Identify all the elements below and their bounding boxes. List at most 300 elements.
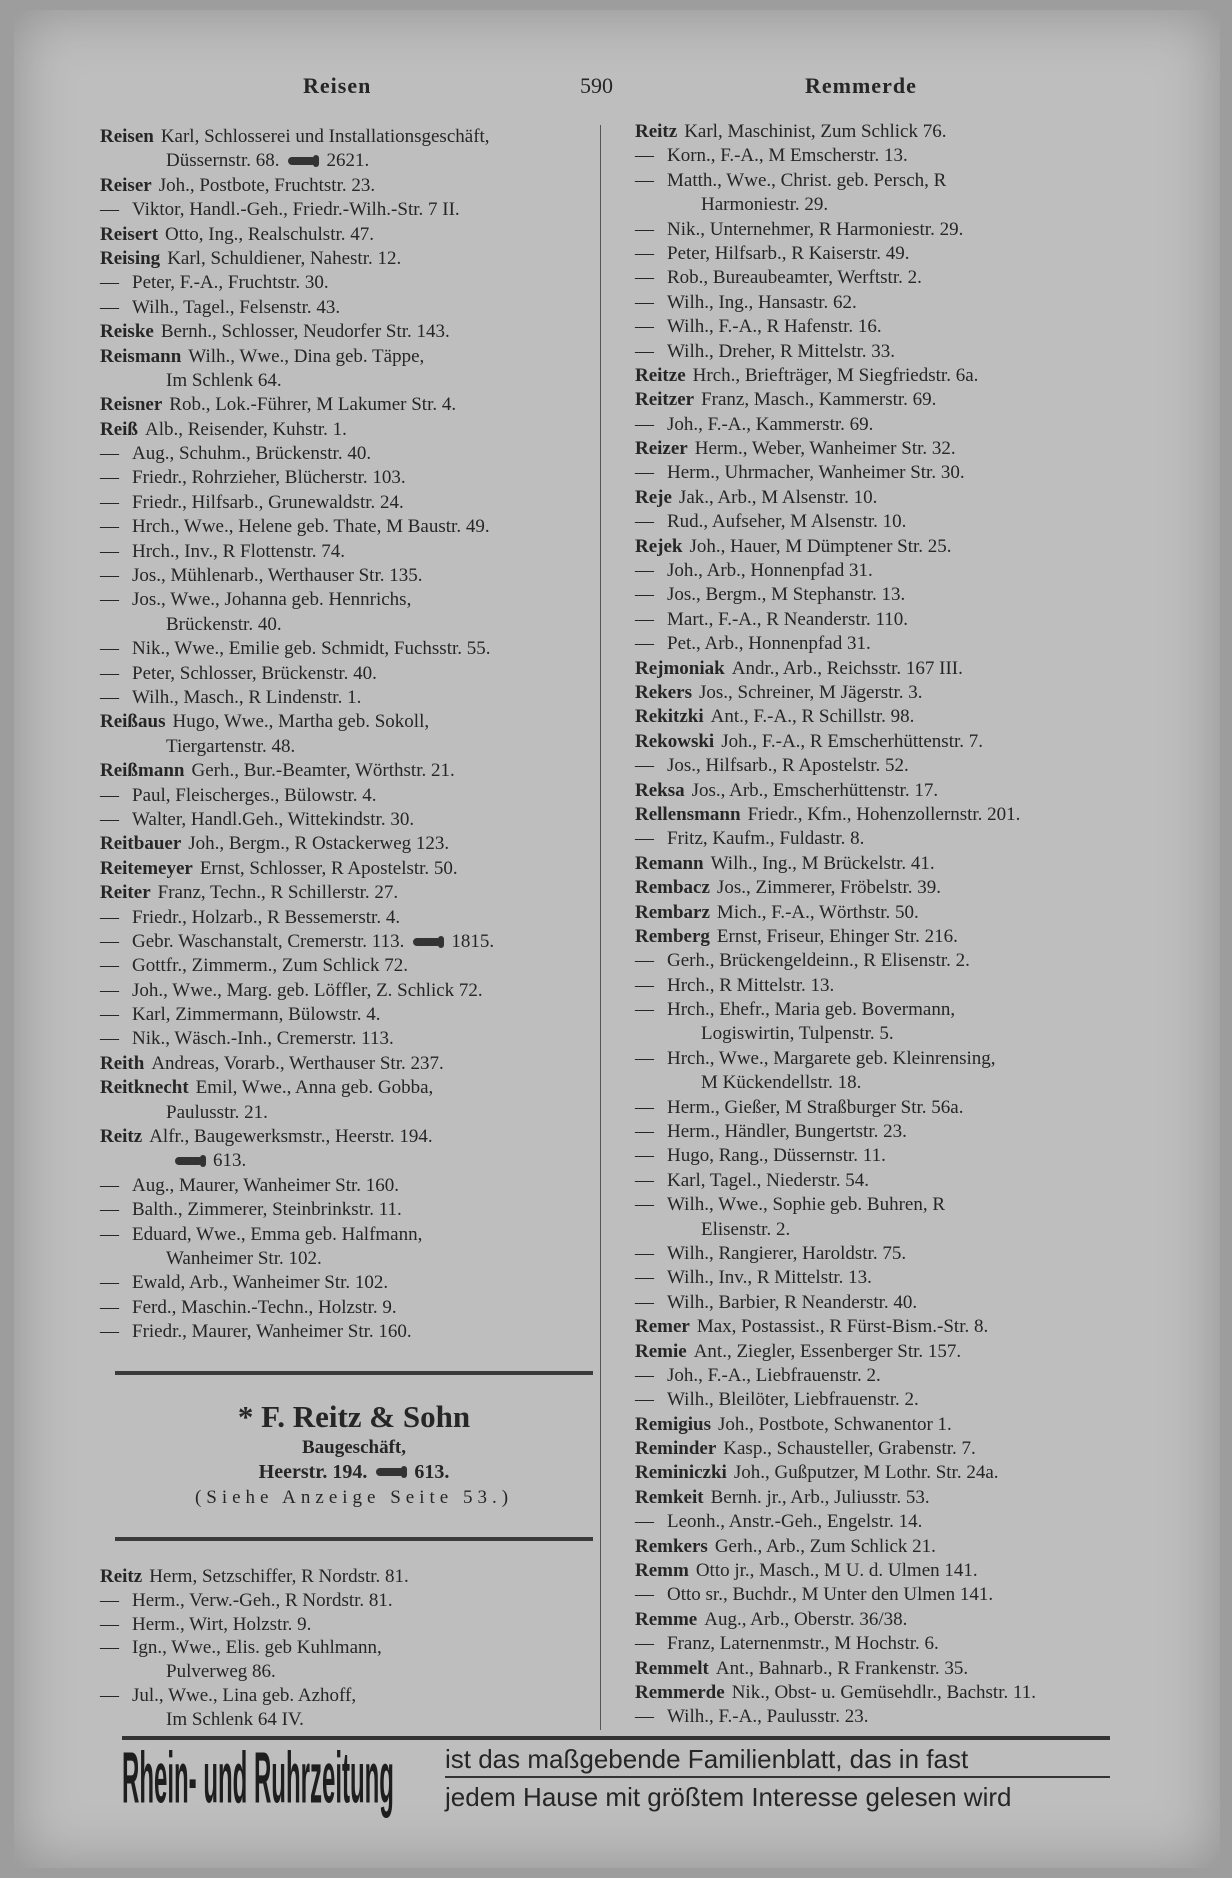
entry-text: Karl, Tagel., Niederstr. 54. [667,1169,869,1191]
entry-text: Aug., Maurer, Wanheimer Str. 160. [132,1174,400,1196]
phone-number: 2621. [326,150,370,172]
surname: Reiter [100,882,151,904]
entry-continuation [100,735,595,759]
entry-text: Wanheimer Str. 102. [166,1247,322,1269]
entry-text: Gerh., Arb., Zum Schlick 21. [714,1535,936,1557]
directory-sub-entry [635,1169,1175,1193]
entry-text: Bernh. jr., Arb., Juliusstr. 53. [710,1486,930,1508]
directory-sub-entry [100,637,595,661]
surname: Reitemeyer [100,857,193,879]
directory-sub-entry [100,954,595,978]
directory-sub-entry [635,1510,1175,1534]
ditto-dash: — [635,169,654,191]
phone-number: 1815. [451,930,495,952]
directory-entry [635,730,1175,754]
entry-text: Wilh., Rangierer, Haroldstr. 75. [667,1242,907,1264]
entry-text: Im Schlenk 64. [166,369,282,391]
surname: Reitbauer [100,833,182,855]
ditto-dash: — [100,491,119,513]
entry-continuation [100,1660,595,1684]
entry-text: Hrch., Briefträger, M Siegfriedstr. 6a. [692,364,979,386]
ditto-dash: — [100,443,119,465]
entry-text: Gebr. Waschanstalt, Cremerstr. 113. [132,930,405,952]
entry-text: Joh., F.-A., R Emscherhüttenstr. 7. [721,730,984,752]
directory-entry [635,1657,1175,1681]
surname: Rembacz [635,877,710,899]
ditto-dash: — [100,516,119,538]
entry-text: Joh., Hauer, M Dümptener Str. 25. [689,535,952,557]
ditto-dash: — [635,608,654,630]
ditto-dash: — [635,1047,654,1069]
ditto-dash: — [100,1296,119,1318]
entry-continuation [635,1218,1175,1242]
entry-text: Jos., Arb., Emscherhüttenstr. 17. [691,779,939,801]
directory-sub-entry [635,315,1175,339]
entry-text: Franz, Laternenmstr., M Hochstr. 6. [667,1633,939,1655]
ditto-dash: — [100,662,119,684]
entry-text: Ferd., Maschin.-Techn., Holzstr. 9. [132,1296,397,1318]
entry-text: Peter, Hilfsarb., R Kaiserstr. 49. [667,242,910,264]
surname: Reising [100,247,161,269]
right-running-head: Remmerde [805,73,917,98]
entry-text: Jos., Mühlenarb., Werthauser Str. 135. [132,565,423,587]
entry-text: Düssernstr. 68. [166,150,280,172]
directory-entry [635,876,1175,900]
directory-sub-entry [100,271,595,295]
directory-entry [100,881,595,905]
surname: Reitz [100,1566,143,1587]
directory-entry [635,657,1175,681]
surname: Remie [635,1340,687,1362]
directory-sub-entry [100,1198,595,1222]
ditto-dash: — [635,1194,654,1216]
surname: Remkers [635,1535,708,1557]
directory-entry [635,901,1175,925]
entry-continuation [100,369,595,393]
surname: Reitz [100,1126,143,1148]
entry-text: Friedr., Holzarb., R Bessemerstr. 4. [132,906,401,928]
entry-text: Gerh., Brückengeldeinn., R Elisenstr. 2. [667,950,970,972]
surname: Reitzer [635,389,695,411]
telephone-icon [376,1468,402,1476]
entry-text: Pet., Arb., Honnenpfad 31. [667,633,871,655]
ditto-dash: — [635,1511,654,1533]
entry-text: Herm., Händler, Bungertstr. 23. [667,1121,907,1143]
entry-text: Herm, Setzschiffer, R Nordstr. 81. [149,1566,409,1587]
entry-text: Paulusstr. 21. [166,1101,268,1123]
entry-text: Nik., Wwe., Emilie geb. Schmidt, Fuchsstr. 55. [132,638,491,660]
surname: Reiß [100,418,138,440]
entry-text: Aug., Arb., Oberstr. 36/38. [704,1608,908,1630]
ditto-dash: — [635,828,654,850]
directory-sub-entry [635,1096,1175,1120]
entry-text: Otto sr., Buchdr., M Unter den Ulmen 141. [667,1584,994,1606]
entry-text: Rob., Lok.-Führer, M Lakumer Str. 4. [169,394,457,416]
ad-phone: 613. [414,1461,450,1483]
surname: Reisner [100,394,163,416]
directory-entry [100,1125,595,1149]
directory-sub-entry [635,1291,1175,1315]
entry-text: Hugo, Rang., Düssernstr. 11. [667,1145,886,1167]
entry-text: Jul., Wwe., Lina geb. Azhoff, [132,1684,357,1706]
entry-text: Matth., Wwe., Christ. geb. Persch, R [667,169,947,191]
entry-text: Hrch., Inv., R Flottenstr. 74. [132,540,346,562]
surname: Remmelt [635,1657,709,1679]
directory-sub-entry [635,1266,1175,1290]
entry-text: Joh., Gußputzer, M Lothr. Str. 24a. [733,1462,999,1484]
ditto-dash: — [635,1389,654,1411]
directory-entry [635,120,1175,144]
surname: Remann [635,852,704,874]
directory-sub-entry [100,466,595,490]
entry-text: Wilh., F.-A., Paulusstr. 23. [667,1706,869,1728]
ditto-dash: — [100,808,119,830]
entry-text: Eduard, Wwe., Emma geb. Halfmann, [132,1223,423,1245]
ad-reference-note: (Siehe Anzeige Seite 53.) [194,1487,514,1508]
directory-sub-entry [100,491,595,515]
entry-text: Alb., Reisender, Kuhstr. 1. [145,418,347,440]
directory-sub-entry [635,1047,1175,1071]
directory-entry [635,1437,1175,1461]
banner-slogan-line-2: jedem Hause mit größtem Interesse gelesen wird [445,1782,1012,1812]
directory-sub-entry [635,559,1175,583]
directory-sub-entry [100,686,595,710]
surname: Remigius [635,1413,711,1435]
entry-text: Jos., Wwe., Johanna geb. Hennrichs, [132,589,412,611]
entry-continuation [635,1071,1175,1095]
entry-text: Pulverweg 86. [166,1661,276,1683]
directory-entry [100,418,595,442]
entry-text: Friedr., Maurer, Wanheimer Str. 160. [132,1321,412,1343]
ad-bottom-rule [115,1537,593,1541]
directory-sub-entry [100,662,595,686]
directory-entry [635,1340,1175,1364]
ditto-dash: — [100,540,119,562]
directory-sub-entry [635,1242,1175,1266]
directory-sub-entry [100,784,595,808]
directory-sub-entry [635,1632,1175,1656]
entry-text: Peter, F.-A., Fruchtstr. 30. [132,272,329,294]
left-column-entries-after-ad [100,1565,595,1732]
directory-entry [635,1559,1175,1583]
directory-entry [635,1486,1175,1510]
surname: Reißaus [100,711,166,733]
directory-sub-entry [635,632,1175,656]
entry-text: Ant., F.-A., R Schillstr. 98. [710,706,915,728]
directory-sub-entry [100,588,595,612]
ditto-dash: — [100,686,119,708]
directory-entry [100,832,595,856]
entry-text: Jos., Schreiner, M Jägerstr. 3. [698,681,923,703]
ad-top-rule [115,1371,593,1375]
entry-text: Jos., Zimmerer, Fröbelstr. 39. [716,877,941,899]
surname: Reminiczki [635,1462,727,1484]
surname: Remberg [635,925,710,947]
ditto-dash: — [635,1291,654,1313]
surname: Reisen [100,126,154,147]
entry-continuation [100,1149,595,1173]
entry-text: Bernh., Schlosser, Neudorfer Str. 143. [160,321,450,343]
telephone-icon [413,938,439,946]
surname: Rekitzki [635,706,704,728]
ad-address [115,1460,593,1484]
entry-text: Hrch., Wwe., Margarete geb. Kleinrensing, [667,1047,996,1069]
directory-entry [635,1681,1175,1705]
entry-continuation [635,1022,1175,1046]
entry-text: Nik., Wäsch.-Inh., Cremerstr. 113. [132,1028,394,1050]
directory-sub-entry [635,291,1175,315]
directory-entry [100,320,595,344]
surname: Reiske [100,321,154,343]
directory-sub-entry [100,1271,595,1295]
directory-entry [635,388,1175,412]
directory-sub-entry [635,413,1175,437]
directory-sub-entry [100,1636,595,1660]
directory-sub-entry [635,754,1175,778]
column-divider [600,125,601,1730]
ditto-dash: — [100,1223,119,1245]
directory-sub-entry [635,608,1175,632]
directory-sub-entry [635,461,1175,485]
entry-text: Kasp., Schausteller, Grabenstr. 7. [723,1438,976,1460]
entry-text: Ernst, Friseur, Ehinger Str. 216. [716,925,958,947]
directory-sub-entry [635,1583,1175,1607]
directory-sub-entry [635,169,1175,193]
ditto-dash: — [635,584,654,606]
directory-sub-entry [635,340,1175,364]
surname: Reizer [635,438,688,460]
entry-text: Mart., F.-A., R Neanderstr. 110. [667,608,909,630]
entry-text: Paul, Fleischerges., Bülowstr. 4. [132,784,377,806]
entry-text: Joh., Postbote, Schwanentor 1. [718,1413,952,1435]
entry-text: Aug., Schuhm., Brückenstr. 40. [132,443,372,465]
entry-text: Karl, Maschinist, Zum Schlick 76. [684,121,947,142]
directory-entry [100,857,595,881]
ditto-dash: — [635,633,654,655]
entry-text: Otto jr., Masch., M U. d. Ulmen 141. [695,1560,978,1582]
ditto-dash: — [635,1706,654,1728]
directory-sub-entry [635,998,1175,1022]
banner-newspaper-title: Rhein- und Ruhrzeitung [122,1739,394,1819]
entry-text: Leonh., Anstr.-Geh., Engelstr. 14. [667,1511,923,1533]
entry-text: Hrch., Ehefr., Maria geb. Bovermann, [667,999,956,1021]
directory-sub-entry [100,808,595,832]
surname: Remm [635,1560,689,1582]
entry-text: Ant., Bahnarb., R Frankenstr. 35. [715,1657,969,1679]
ditto-dash: — [100,784,119,806]
directory-entry [100,1076,595,1100]
entry-text: Wilh., Inv., R Mittelstr. 13. [667,1267,872,1289]
entry-text: Rob., Bureaubeamter, Werftstr. 2. [667,267,922,289]
directory-entry [100,1052,595,1076]
directory-sub-entry [635,1120,1175,1144]
directory-sub-entry [100,1003,595,1027]
entry-text: Logiswirtin, Tulpenstr. 5. [701,1023,894,1045]
entry-text: Nik., Unternehmer, R Harmoniestr. 29. [667,218,964,240]
ditto-dash: — [635,1267,654,1289]
ditto-dash: — [635,291,654,313]
telephone-icon [175,1157,201,1165]
entry-text: Wilh., Barbier, R Neanderstr. 40. [667,1291,918,1313]
entry-text: Wilh., Wwe., Dina geb. Täppe, [188,345,425,367]
directory-sub-entry [100,906,595,930]
surname: Rekowski [635,730,715,752]
entry-text: Herm., Verw.-Geh., R Nordstr. 81. [132,1589,393,1611]
left-running-head: Reisen [303,73,372,98]
directory-entry [635,437,1175,461]
left-column-entries [100,125,595,1345]
directory-sub-entry [100,1613,595,1637]
directory-entry [635,364,1175,388]
ditto-dash: — [635,1633,654,1655]
surname: Reje [635,486,672,508]
directory-entry [100,710,595,734]
ditto-dash: — [100,1589,119,1611]
ditto-dash: — [635,560,654,582]
ditto-dash: — [100,906,119,928]
surname: Reitze [635,364,686,386]
entry-text: Joh., Wwe., Marg. geb. Löffler, Z. Schlick 72. [132,979,483,1001]
entry-text: Korn., F.-A., M Emscherstr. 13. [667,145,908,167]
entry-text: Jos., Hilfsarb., R Apostelstr. 52. [667,755,909,777]
directory-sub-entry [635,974,1175,998]
directory-sub-entry [635,266,1175,290]
directory-sub-entry [100,564,595,588]
surname: Reiser [100,174,152,196]
phone-number: 613. [213,1150,247,1172]
entry-text: Otto, Ing., Realschulstr. 47. [165,223,375,245]
entry-text: Andreas, Vorarb., Werthauser Str. 237. [151,1052,444,1074]
directory-entry [635,705,1175,729]
directory-entry [635,925,1175,949]
ditto-dash: — [100,638,119,660]
entry-text: Balth., Zimmerer, Steinbrinkstr. 11. [132,1199,402,1221]
banner-slogan-line-1: ist das maßgebende Familienblatt, das in fast [445,1744,1110,1778]
surname: Reitknecht [100,1077,189,1099]
entry-text: Alfr., Baugewerksmstr., Heerstr. 194. [149,1126,433,1148]
entry-text: Hrch., Wwe., Helene geb. Thate, M Baustr. 49. [132,516,490,538]
entry-text: Ign., Wwe., Elis. geb Kuhlmann, [132,1637,382,1659]
entry-text: Max, Postassist., R Fürst-Bism.-Str. 8. [696,1316,989,1338]
directory-sub-entry [635,144,1175,168]
entry-text: Ernst, Schlosser, R Apostelstr. 50. [199,857,458,879]
directory-sub-entry [100,1589,595,1613]
directory-sub-entry [100,515,595,539]
entry-text: Andr., Arb., Reichsstr. 167 III. [731,657,963,679]
directory-entry [100,393,595,417]
entry-text: Brückenstr. 40. [166,613,282,635]
directory-entry [100,1565,595,1589]
entry-text: Fritz, Kaufm., Fuldastr. 8. [667,828,865,850]
directory-entry [635,1608,1175,1632]
ditto-dash: — [635,316,654,338]
entry-text: Jos., Bergm., M Stephanstr. 13. [667,584,906,606]
directory-entry [635,1535,1175,1559]
directory-sub-entry [635,1705,1175,1729]
ditto-dash: — [100,1272,119,1294]
entry-text: Herm., Wirt, Holzstr. 9. [132,1613,312,1635]
directory-sub-entry [100,1223,595,1247]
directory-entry [635,852,1175,876]
ditto-dash: — [635,1364,654,1386]
ad-business: Baugeschäft, [302,1437,406,1458]
ditto-dash: — [100,1613,119,1635]
entry-text: Herm., Weber, Wanheimer Str. 32. [694,438,956,460]
surname: Rekers [635,681,692,703]
ditto-dash: — [635,413,654,435]
telephone-icon [288,157,314,165]
directory-entry [100,125,595,149]
directory-entry [100,223,595,247]
right-column-entries [635,120,1175,1730]
ad-street: Heerstr. 194. [258,1461,368,1483]
directory-sub-entry [100,442,595,466]
ditto-dash: — [100,467,119,489]
ditto-dash: — [100,955,119,977]
surname: Rejmoniak [635,657,725,679]
directory-sub-entry [100,1027,595,1051]
entry-text: Herm., Uhrmacher, Wanheimer Str. 30. [667,462,965,484]
ditto-dash: — [635,950,654,972]
directory-entry [635,535,1175,559]
surname: Remmerde [635,1682,725,1703]
directory-entry [635,1315,1175,1339]
entry-text: Gerh., Bur.-Beamter, Wörthstr. 21. [191,760,455,782]
entry-text: Walter, Handl.Geh., Wittekindstr. 30. [132,808,415,830]
entry-text: Wilh., Dreher, R Mittelstr. 33. [667,340,896,362]
surname: Reksa [635,779,685,801]
directory-sub-entry [100,930,595,954]
entry-text: Joh., Arb., Honnenpfad 31. [667,560,873,582]
ditto-dash: — [100,565,119,587]
directory-sub-entry [100,540,595,564]
entry-text: Wilh., Bleilöter, Liebfrauenstr. 2. [667,1389,919,1411]
ditto-dash: — [635,1096,654,1118]
entry-text: Peter, Schlosser, Brückenstr. 40. [132,662,377,684]
directory-entry [635,486,1175,510]
entry-continuation [100,613,595,637]
ditto-dash: — [635,1145,654,1167]
surname: Remme [635,1608,698,1630]
entry-text: Herm., Gießer, M Straßburger Str. 56a. [667,1096,964,1118]
entry-text: Karl, Zimmermann, Bülowstr. 4. [132,1004,381,1026]
directory-entry [635,681,1175,705]
entry-text: Jak., Arb., M Alsenstr. 10. [678,486,878,508]
entry-text: Friedr., Hilfsarb., Grunewaldstr. 24. [132,491,404,513]
entry-text: Tiergartenstr. 48. [166,735,296,757]
surname: Reißmann [100,760,185,782]
entry-text: Joh., Postbote, Fruchtstr. 23. [158,174,376,196]
ditto-dash: — [635,145,654,167]
directory-entry [100,247,595,271]
entry-text: Mich., F.-A., Wörthstr. 50. [716,901,919,923]
entry-text: Wilh., Masch., R Lindenstr. 1. [132,686,362,708]
entry-text: Karl, Schuldiener, Nahestr. 12. [167,247,402,269]
entry-text: Franz, Masch., Kammerstr. 69. [701,389,937,411]
ad-company-name: * F. Reitz & Sohn [237,1399,471,1434]
ditto-dash: — [100,1684,119,1706]
page-number: 590 [580,73,613,98]
directory-entry [100,759,595,783]
entry-text: Im Schlenk 64 IV. [166,1708,304,1730]
ditto-dash: — [100,1199,119,1221]
entry-text: Joh., Bergm., R Ostackerweg 123. [188,833,450,855]
ditto-dash: — [635,1169,654,1191]
ditto-dash: — [635,1121,654,1143]
entry-text: Gottfr., Zimmerm., Zum Schlick 72. [132,955,408,977]
entry-text: Joh., F.-A., Kammerstr. 69. [667,413,874,435]
ditto-dash: — [100,1637,119,1659]
